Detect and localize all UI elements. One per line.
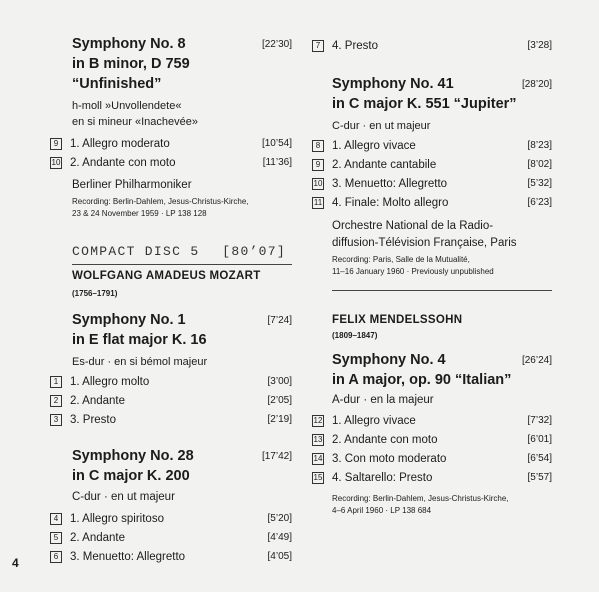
track-duration: [10’54] bbox=[261, 138, 292, 149]
track-number: 15 bbox=[313, 472, 323, 482]
track-row bbox=[50, 528, 292, 548]
title-line: in B minor, D 759 bbox=[72, 56, 190, 72]
track-number: 13 bbox=[313, 434, 323, 444]
subtitle-line: h-moll »Unvollendete« bbox=[72, 100, 182, 112]
symphony-4-heading bbox=[312, 350, 552, 390]
track-row bbox=[312, 468, 552, 488]
track-title: 2. Andante con moto bbox=[332, 434, 438, 446]
track-duration: [5’57] bbox=[527, 472, 552, 483]
track-number: 5 bbox=[50, 532, 62, 544]
track-row bbox=[50, 547, 292, 567]
subtitle-line: en si mineur «Inachevée» bbox=[72, 116, 198, 128]
recording-info bbox=[332, 254, 494, 278]
track-title: 4. Saltarello: Presto bbox=[332, 472, 433, 484]
orchestra-name: Berliner Philharmoniker bbox=[72, 179, 192, 191]
track-title: 1. Allegro molto bbox=[70, 376, 150, 388]
symphony-4-subtitle: A-dur · en la majeur bbox=[332, 394, 434, 406]
track-duration: [3’28] bbox=[527, 40, 552, 51]
symphony-1-duration: [7’24] bbox=[267, 315, 292, 326]
track-title: 3. Menuetto: Allegretto bbox=[332, 178, 448, 190]
track-number: 14 bbox=[313, 453, 323, 463]
symphony-4-duration: [26’24] bbox=[521, 355, 552, 366]
track-title: 1. Allegro vivace bbox=[332, 140, 416, 152]
track-title: 2. Andante bbox=[70, 395, 125, 407]
title-line: Symphony No. 28 bbox=[72, 448, 194, 464]
symphony-1-title bbox=[72, 310, 207, 350]
track-row bbox=[312, 430, 552, 450]
track-duration: [6’23] bbox=[527, 197, 552, 208]
symphony-28-duration: [17’42] bbox=[261, 451, 292, 462]
symphony-8-subtitle bbox=[72, 98, 198, 130]
symphony-41-duration: [28’20] bbox=[521, 79, 552, 90]
recording-info bbox=[72, 196, 249, 220]
track-title: 2. Andante cantabile bbox=[332, 159, 437, 171]
symphony-41-title bbox=[332, 74, 517, 114]
orchestra-line: Orchestre National de la Radio- bbox=[332, 220, 494, 232]
track-title: 1. Allegro spiritoso bbox=[70, 513, 164, 525]
track-number: 7 bbox=[312, 40, 324, 52]
track-duration: [5’20] bbox=[267, 513, 292, 524]
track-duration: [4’49] bbox=[267, 532, 292, 543]
track-number: 10 bbox=[51, 157, 61, 167]
track-title: 2. Andante bbox=[70, 532, 125, 544]
track-title: 4. Presto bbox=[332, 40, 379, 52]
divider bbox=[332, 290, 552, 291]
track-number: 4 bbox=[50, 513, 62, 525]
symphony-28-subtitle: C-dur · en ut majeur bbox=[72, 491, 175, 503]
symphony-28-title bbox=[72, 446, 194, 486]
title-line: in A major, op. 90 “Italian” bbox=[332, 372, 512, 388]
track-duration: [7’32] bbox=[527, 415, 552, 426]
track-row bbox=[312, 449, 552, 469]
title-line: “Unfinished” bbox=[72, 76, 162, 92]
symphony-41-heading bbox=[312, 74, 552, 114]
cd-duration: [80’07] bbox=[222, 244, 286, 259]
right-column bbox=[312, 32, 552, 572]
recording-line: 23 & 24 November 1959 · LP 138 128 bbox=[72, 209, 207, 218]
title-line: in C major K. 551 “Jupiter” bbox=[332, 96, 517, 112]
title-line: Symphony No. 41 bbox=[332, 76, 454, 92]
composer-dates: (1809–1847) bbox=[332, 331, 378, 340]
symphony-41-subtitle: C-dur · en ut majeur bbox=[332, 120, 431, 132]
title-line: Symphony No. 4 bbox=[332, 352, 446, 368]
track-number: 9 bbox=[50, 138, 62, 150]
track-row bbox=[50, 372, 292, 392]
track-number: 9 bbox=[312, 159, 324, 171]
track-duration: [2’19] bbox=[267, 414, 292, 425]
track-row bbox=[50, 153, 292, 173]
recording-line: 4–6 April 1960 · LP 138 684 bbox=[332, 506, 432, 515]
track-title: 2. Andante con moto bbox=[70, 157, 176, 169]
track-row bbox=[312, 155, 552, 175]
composer-dates: (1756–1791) bbox=[72, 289, 118, 298]
track-title: 3. Menuetto: Allegretto bbox=[70, 551, 186, 563]
track-number: 3 bbox=[50, 414, 62, 426]
track-duration: [3’00] bbox=[267, 376, 292, 387]
orchestra-line: diffusion-Télévision Française, Paris bbox=[332, 237, 517, 249]
title-line: in C major K. 200 bbox=[72, 468, 190, 484]
title-line: Symphony No. 8 bbox=[72, 36, 186, 52]
compact-disc-5-header bbox=[50, 244, 292, 262]
track-number: 6 bbox=[50, 551, 62, 563]
track-duration: [2’05] bbox=[267, 395, 292, 406]
recording-line: 11–16 January 1960 · Previously unpublished bbox=[332, 267, 494, 276]
track-duration: [6’01] bbox=[527, 434, 552, 445]
track-title: 3. Presto bbox=[70, 414, 117, 426]
title-line: in E flat major K. 16 bbox=[72, 332, 207, 348]
recording-info bbox=[332, 493, 509, 517]
track-number: 2 bbox=[50, 395, 62, 407]
left-column bbox=[50, 32, 292, 572]
symphony-1-heading bbox=[50, 310, 292, 350]
track-row bbox=[312, 36, 552, 56]
symphony-28-heading bbox=[50, 446, 292, 486]
track-row bbox=[312, 193, 552, 213]
track-number: 8 bbox=[312, 140, 324, 152]
track-row bbox=[50, 410, 292, 430]
recording-line: Recording: Berlin-Dahlem, Jesus-Christus-Kirche, bbox=[332, 494, 509, 503]
orchestra-name bbox=[332, 218, 517, 252]
recording-line: Recording: Berlin-Dahlem, Jesus-Christus-Kirche, bbox=[72, 197, 249, 206]
symphony-8-heading bbox=[50, 34, 292, 94]
track-duration: [4’05] bbox=[267, 551, 292, 562]
track-title: 1. Allegro vivace bbox=[332, 415, 416, 427]
track-duration: [5’32] bbox=[527, 178, 552, 189]
track-title: 1. Allegro moderato bbox=[70, 138, 170, 150]
page-number: 4 bbox=[12, 556, 19, 570]
track-row bbox=[50, 391, 292, 411]
track-row bbox=[50, 134, 292, 154]
track-title: 4. Finale: Molto allegro bbox=[332, 197, 449, 209]
symphony-8-title bbox=[72, 34, 190, 94]
divider bbox=[72, 264, 292, 265]
composer-name: WOLFGANG AMADEUS MOZART bbox=[72, 270, 261, 282]
track-number: 11 bbox=[313, 197, 323, 207]
track-duration: [8’02] bbox=[527, 159, 552, 170]
recording-line: Recording: Paris, Salle de la Mutualité, bbox=[332, 255, 470, 264]
track-duration: [6’54] bbox=[527, 453, 552, 464]
symphony-8-duration: [22’30] bbox=[261, 39, 292, 50]
track-row bbox=[312, 411, 552, 431]
symphony-1-subtitle: Es-dur · en si bémol majeur bbox=[72, 356, 208, 368]
cd-label: COMPACT DISC 5 bbox=[72, 244, 200, 259]
track-row bbox=[312, 136, 552, 156]
track-title: 3. Con moto moderato bbox=[332, 453, 447, 465]
track-row bbox=[50, 509, 292, 529]
track-number: 1 bbox=[50, 376, 62, 388]
track-row bbox=[312, 174, 552, 194]
title-line: Symphony No. 1 bbox=[72, 312, 186, 328]
track-number: 12 bbox=[313, 415, 323, 425]
composer-name: FELIX MENDELSSOHN bbox=[332, 314, 463, 326]
symphony-4-title bbox=[332, 350, 511, 390]
track-duration: [8’23] bbox=[527, 140, 552, 151]
track-duration: [11’36] bbox=[262, 157, 292, 168]
track-number: 10 bbox=[313, 178, 323, 188]
